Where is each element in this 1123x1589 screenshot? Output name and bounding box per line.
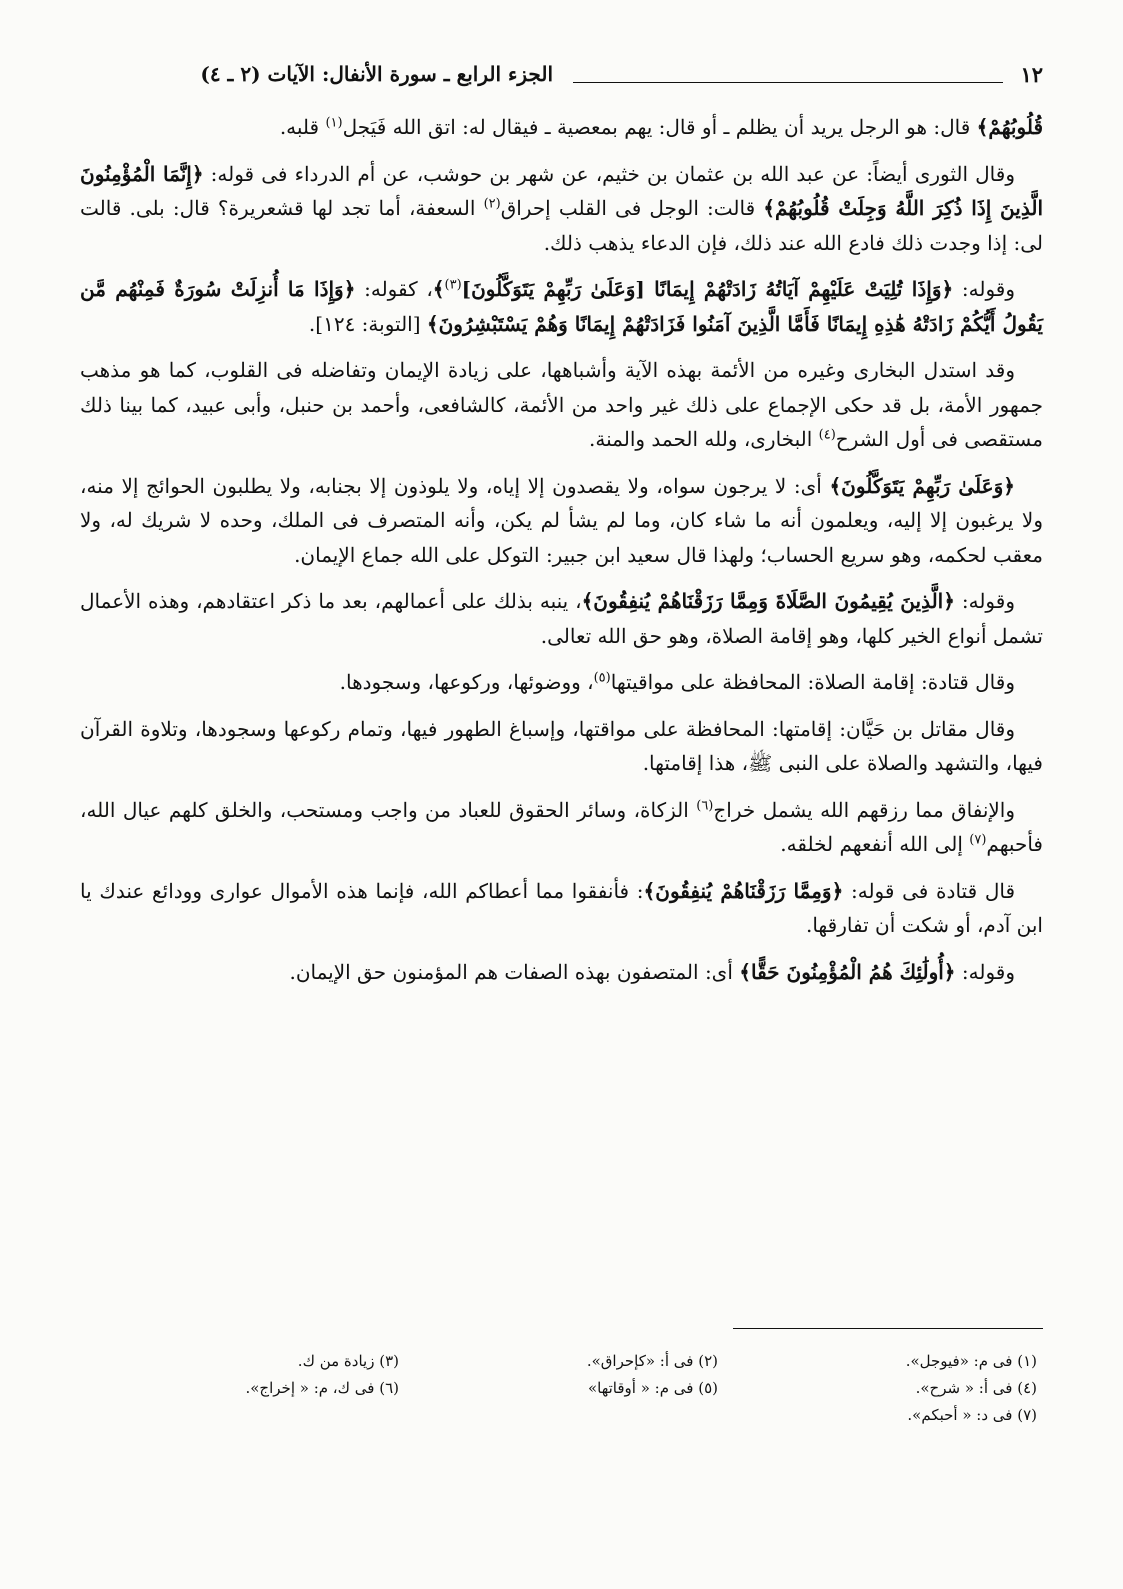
quran-quote: ﴿وَإِذَا مَا أُنزِلَتْ سُورَةٌ فَمِنْهُم مَّن يَقُولُ أَيُّكُمْ زَادَتْهُ هَٰذِهِ إِيمَانًا فَأَمَّا الَّذِينَ آمَنُوا فَزَادَتْهُمْ إِيمَانًا وَهُمْ يَسْتَبْشِرُونَ﴾: [80, 277, 1043, 336]
paragraph: [80, 793, 1043, 862]
paragraph: [80, 584, 1043, 653]
text-segment: [التوبة: ١٢٤].: [308, 311, 427, 336]
text-segment: ، كقوله:: [355, 277, 433, 301]
quran-quote: ﴿وَمِمَّا رَزَقْنَاهُمْ يُنفِقُونَ﴾: [643, 878, 844, 903]
footnote-row: [80, 1375, 1043, 1402]
footnote-item: (٤) فى أ: « شرح».: [915, 1379, 1037, 1397]
text-segment: قالت: الوجل فى القلب إحراق: [500, 196, 764, 220]
text-segment: وقال مقاتل بن حَيَّان: إقامتها: المحافظة على مواقتها، وإسباغ الطهور فيها، وتمام ركوعها وسجودها، وتلاوة القرآن فيها، والتشهد والصلاة على النبى ﷺ، هذا إقامتها.: [80, 716, 1043, 775]
footnote-marker: (٧): [969, 832, 987, 848]
footnote-marker: (١): [325, 115, 343, 131]
footnote-item: [399, 1402, 718, 1429]
footnote-item: (٣) زيادة من ك.: [297, 1352, 399, 1370]
paragraph: [80, 955, 1043, 990]
footnote-item: (٥) فى م: « أوقاتها»: [587, 1379, 718, 1397]
quran-quote: ﴿وَعَلَىٰ رَبِّهِمْ يَتَوَكَّلُونَ﴾: [829, 473, 1015, 498]
quran-quote: ﴿وَإِذَا تُلِيَتْ عَلَيْهِمْ آيَاتُهُ زَادَتْهُمْ إِيمَانًا [وَعَلَىٰ رَبِّهِمْ يَتَوَكَّلُونَ]: [461, 277, 954, 301]
footnote-rule: [733, 1328, 1043, 1329]
paragraph: [80, 353, 1043, 457]
footnote-item: (١) فى م: «فيوجل».: [905, 1352, 1037, 1370]
text-segment: البخارى، ولله الحمد والمنة.: [589, 427, 819, 451]
text-segment: وقوله:: [955, 959, 1015, 984]
footnote-item: (٧) فى د: « أحبكم».: [907, 1406, 1037, 1424]
paragraph: [80, 469, 1043, 573]
footnote-marker: (٤): [818, 427, 836, 443]
text-segment: وقد استدل البخارى وغيره من الأئمة بهذه الآية وأشباهها، على زيادة الإيمان وتفاضله فى القلوب، كما هو مذهب جمهور الأمة، بل قد حكى الإجماع على ذلك غير واحد من الأئمة، كالشافعى، وأحمد بن حنبل، وأبى عبيد، كما بينا ذلك مستقصى فى أول الشرح: [80, 358, 1043, 451]
footnotes: [80, 1348, 1043, 1429]
main-text: [80, 110, 1043, 1001]
footnote-item: (٢) فى أ: «كإحراق».: [586, 1352, 718, 1370]
footnote-item: [80, 1402, 399, 1429]
text-segment: قلبه.: [279, 115, 326, 139]
quran-quote: ﴿أُولَٰئِكَ هُمُ الْمُؤْمِنُونَ حَقًّا﴾: [739, 959, 956, 984]
header-rule: [573, 82, 1003, 83]
footnote-marker: (٦): [696, 797, 714, 813]
text-segment: وقال قتادة: إقامة الصلاة: المحافظة على مواقيتها: [610, 670, 1015, 694]
text-segment: إلى الله أنفعهم لخلقه.: [780, 832, 970, 856]
footnote-item: (٦) فى ك، م: « إخراج».: [245, 1379, 399, 1397]
footnote-row: [80, 1348, 1043, 1375]
text-segment: والإنفاق مما رزقهم الله يشمل خراج: [713, 797, 1016, 822]
footnote-marker: (٣): [444, 277, 462, 293]
paragraph: [80, 874, 1043, 943]
paragraph: [80, 665, 1043, 700]
running-header: [80, 60, 1043, 94]
quran-quote: ﴿الَّذِينَ يُقِيمُونَ الصَّلَاةَ وَمِمَّا رَزَقْنَاهُمْ يُنفِقُونَ﴾: [581, 589, 955, 613]
text-segment: وقوله:: [954, 589, 1015, 613]
quran-quote: ﴿إِنَّمَا الْمُؤْمِنُونَ الَّذِينَ إِذَا ذُكِرَ اللَّهُ وَجِلَتْ قُلُوبُهُمْ﴾: [80, 161, 1043, 220]
paragraph: [80, 110, 1043, 145]
paragraph: [80, 712, 1043, 781]
text-segment: أى: المتصفون بهذه الصفات هم المؤمنون حق الإيمان.: [289, 959, 740, 984]
text-segment: قال قتادة فى قوله:: [843, 878, 1016, 903]
quran-quote: ﴾: [432, 277, 445, 301]
paragraph: [80, 272, 1043, 341]
paragraph: [80, 157, 1043, 261]
footnote-row: [80, 1402, 1043, 1429]
text-segment: ، ووضوئها، وركوعها، وسجودها.: [339, 670, 594, 694]
text-segment: قال: هو الرجل يريد أن يظلم ـ أو قال: يهم بمعصية ـ فيقال له: اتق الله فَيَجل: [342, 115, 977, 139]
text-segment: أى: لا يرجون سواه، ولا يقصدون إلا إياه، ولا يلوذون إلا بجنابه، ولا يطلبون الحوائج إلا منه، ولا يرغبون إلا إليه، ويعلمون أنه ما شاء كان، وما لم يشأ لم يكن، وأنه المتصرف فى الملك، وحده لا شريك له، ولا معقب لحكمه، وهو سريع الحساب؛ ولهذا قال سعيد ابن جبير: التوكل على الله جماع الإيمان.: [80, 473, 1043, 567]
text-segment: وقوله:: [953, 277, 1015, 301]
text-segment: السعفة، أما تجد لها قشعريرة؟ قال: بلى. قالت لى: إذا وجدت ذلك فادع الله عند ذلك، فإن الدعاء يذهب ذلك.: [80, 196, 1043, 255]
footnote-marker: (٢): [483, 196, 501, 212]
footnote-marker: (٥): [593, 670, 611, 686]
text-segment: وقال الثورى أيضاً: عن عبد الله بن عثمان بن خثيم، عن شهر بن حوشب، عن أم الدرداء فى قوله:: [203, 161, 1015, 186]
text-segment: ، ينبه بذلك على أعمالهم، بعد ما ذكر اعتقادهم، وهذه الأعمال تشمل أنواع الخير كلها، وهو إقامة الصلاة، وهو حق الله تعالى.: [80, 589, 1043, 648]
text-segment: الزكاة، وسائر الحقوق للعباد من واجب ومستحب، والخلق كلهم عيال الله، فأحبهم: [80, 797, 1043, 856]
page-number: ١٢: [1020, 62, 1043, 87]
quran-quote: قُلُوبُهُمْ﴾: [976, 115, 1043, 139]
text-segment: : فأنفقوا مما أعطاكم الله، فإنما هذه الأموال عوارى وودائع عندك يا ابن آدم، أو شكت أن تفارقها.: [80, 878, 1043, 937]
header-title: الجزء الرابع ـ سورة الأنفال: الآيات (٢ ـ ٤): [200, 62, 553, 86]
